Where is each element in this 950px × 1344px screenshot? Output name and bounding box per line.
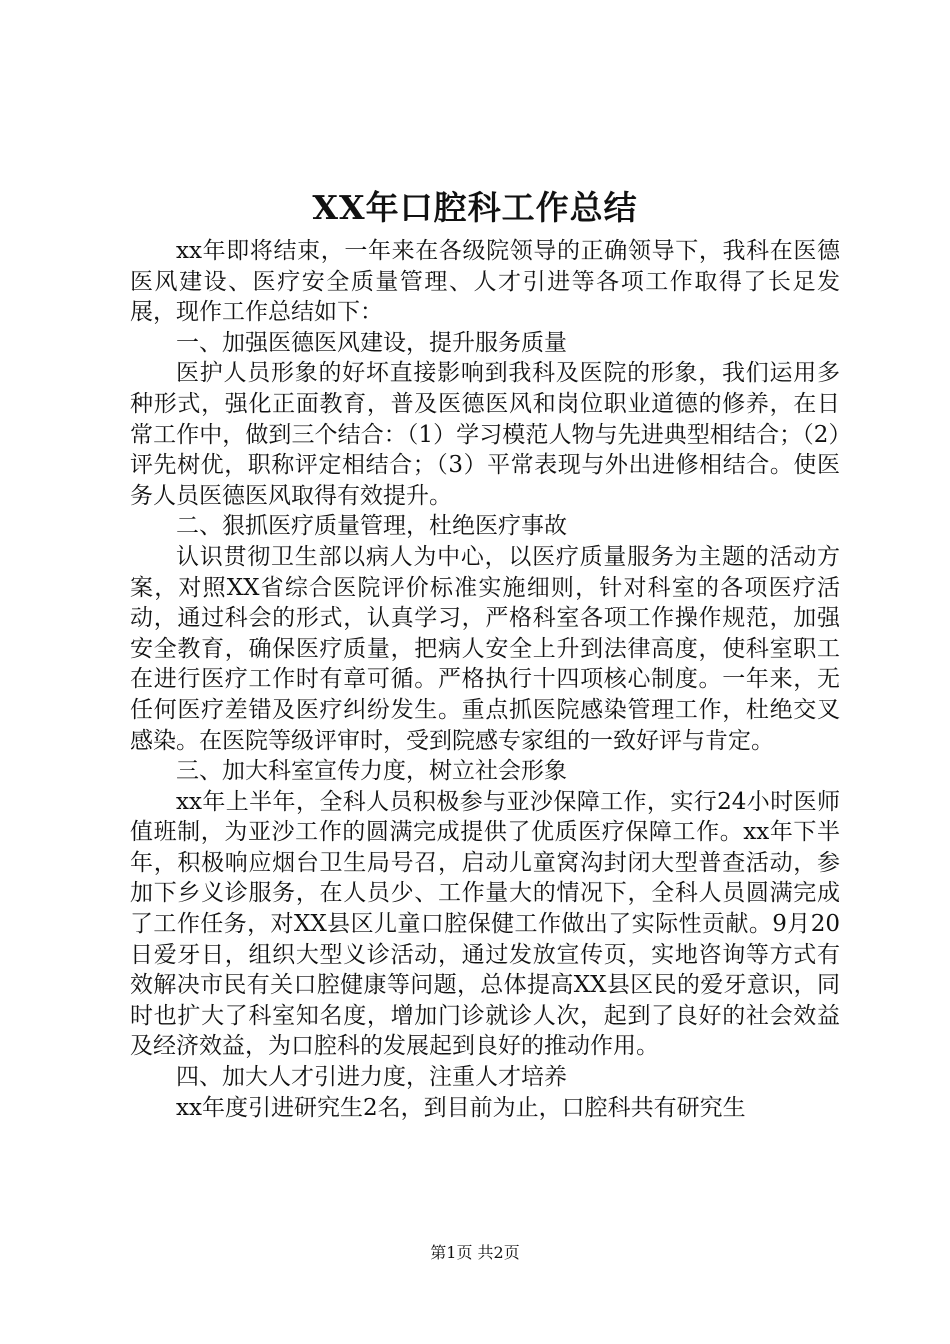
section-paragraph-1: 医护人员形象的好坏直接影响到我科及医院的形象，我们运用多种形式，强化正面教育，普及医德医风和岗位职业道德的修养，在日常工作中，做到三个结合：（1）学习模范人物与先进典型相结合；（2）评先树优，职称评定相结合；（3）平常表现与外出进修相结合。使医务人员医德医风取得有效提升。	[130, 360, 840, 509]
document-body	[130, 236, 840, 1123]
section-paragraph-4: xx年度引进研究生2名，到目前为止，口腔科共有研究生	[176, 1094, 746, 1121]
section-heading-3: 三、加大科室宣传力度，树立社会形象	[176, 758, 567, 785]
intro-paragraph: xx年即将结束，一年来在各级院领导的正确领导下，我科在医德医风建设、医疗安全质量管理、人才引进等各项工作取得了长足发展，现作工作总结如下：	[130, 238, 840, 326]
section-heading-1: 一、加强医德医风建设，提升服务质量	[176, 329, 567, 356]
section-heading-4: 四、加大人才引进力度，注重人才培养	[176, 1064, 567, 1091]
section-paragraph-3: xx年上半年，全科人员积极参与亚沙保障工作，实行24小时医师值班制，为亚沙工作的圆满完成提供了优质医疗保障工作。xx年下半年，积极响应烟台卫生局号召，启动儿童窝沟封闭大型普查活动，参加下乡义诊服务，在人员少、工作量大的情况下，全科人员圆满完成了工作任务，对XX县区儿童口腔保健工作做出了实际性贡献。9月20日爱牙日，组织大型义诊活动，通过发放宣传页，实地咨询等方式有效解决市民有关口腔健康等问题，总体提高XX县区民的爱牙意识，同时也扩大了科室知名度，增加门诊就诊人次，起到了良好的社会效益及经济效益，为口腔科的发展起到良好的推动作用。	[130, 788, 840, 1060]
document-title: XX年口腔科工作总结	[312, 188, 638, 227]
section-paragraph-2: 认识贯彻卫生部以病人为中心，以医疗质量服务为主题的活动方案，对照XX省综合医院评价标准实施细则，针对科室的各项医疗活动，通过科会的形式，认真学习，严格科室各项工作操作规范，加强安全教育，确保医疗质量，把病人安全上升到法律高度，使科室职工在进行医疗工作时有章可循。严格执行十四项核心制度。一年来，无任何医疗差错及医疗纠纷发生。重点抓医院感染管理工作，杜绝交叉感染。在医院等级评审时，受到院感专家组的一致好评与肯定。	[130, 543, 840, 754]
section-heading-2: 二、狠抓医疗质量管理，杜绝医疗事故	[176, 513, 567, 540]
page-footer: 第1页 共2页	[430, 1243, 520, 1262]
